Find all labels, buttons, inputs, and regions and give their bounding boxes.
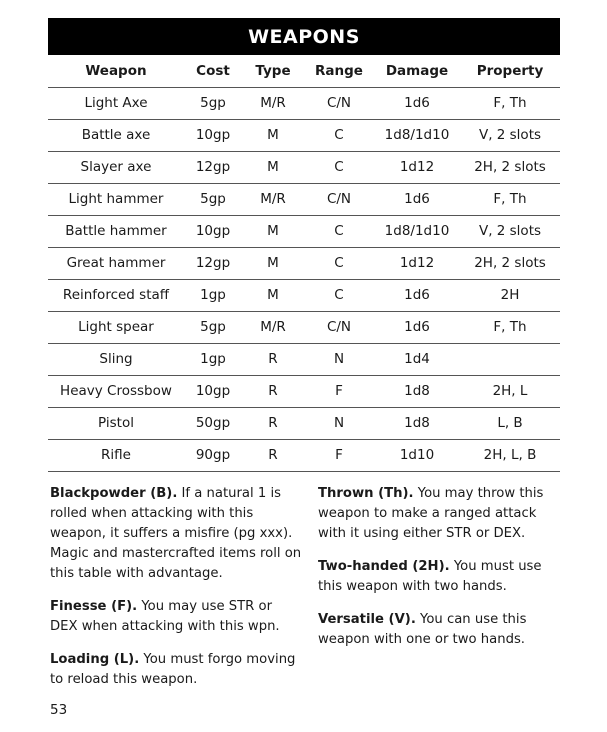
table-row — [48, 247, 560, 279]
cell-property: 2H, L, B — [460, 439, 560, 471]
cell-type: M — [242, 279, 304, 311]
cell-damage: 1d8 — [374, 375, 460, 407]
cell-type: M — [242, 247, 304, 279]
cell-type: M — [242, 151, 304, 183]
cell-type: M/R — [242, 311, 304, 343]
cell-range: C/N — [304, 183, 374, 215]
note-text: You may use STR or DEX when attacking with this wpn. — [50, 599, 280, 634]
cell-range: C/N — [304, 87, 374, 119]
cell-damage: 1d12 — [374, 151, 460, 183]
table-row — [48, 439, 560, 471]
note-text: You can use this weapon with one or two hands. — [318, 612, 527, 647]
cell-type: R — [242, 375, 304, 407]
note-item — [318, 557, 558, 597]
cell-cost: 10gp — [184, 215, 242, 247]
header-range: Range — [304, 55, 374, 87]
cell-property: V, 2 slots — [460, 215, 560, 247]
table-title: WEAPONS — [48, 18, 560, 55]
notes-left-column — [50, 484, 302, 703]
table-row — [48, 375, 560, 407]
cell-damage: 1d6 — [374, 87, 460, 119]
cell-property: F, Th — [460, 311, 560, 343]
cell-cost: 10gp — [184, 375, 242, 407]
cell-damage: 1d8/1d10 — [374, 119, 460, 151]
cell-range: C — [304, 247, 374, 279]
cell-range: F — [304, 439, 374, 471]
cell-type: R — [242, 439, 304, 471]
cell-property: F, Th — [460, 183, 560, 215]
cell-damage: 1d12 — [374, 247, 460, 279]
notes-right-column — [318, 484, 558, 663]
weapons-table — [48, 55, 560, 472]
cell-property: 2H, L — [460, 375, 560, 407]
cell-damage: 1d4 — [374, 343, 460, 375]
cell-weapon: Slayer axe — [48, 151, 184, 183]
cell-cost: 12gp — [184, 151, 242, 183]
note-item — [318, 484, 558, 544]
cell-cost: 5gp — [184, 183, 242, 215]
table-row — [48, 407, 560, 439]
cell-range: N — [304, 343, 374, 375]
cell-weapon: Sling — [48, 343, 184, 375]
table-row — [48, 151, 560, 183]
note-term: Thrown (Th). — [318, 486, 414, 501]
table-body — [48, 87, 560, 471]
note-term: Two-handed (2H). — [318, 559, 450, 574]
cell-property: 2H, 2 slots — [460, 151, 560, 183]
cell-range: C — [304, 151, 374, 183]
cell-type: M — [242, 215, 304, 247]
cell-weapon: Light hammer — [48, 183, 184, 215]
table-row — [48, 215, 560, 247]
cell-cost: 90gp — [184, 439, 242, 471]
cell-cost: 50gp — [184, 407, 242, 439]
note-item — [50, 484, 302, 584]
cell-damage: 1d10 — [374, 439, 460, 471]
table-row — [48, 119, 560, 151]
cell-range: C — [304, 119, 374, 151]
cell-property: V, 2 slots — [460, 119, 560, 151]
cell-range: C — [304, 215, 374, 247]
cell-type: M — [242, 119, 304, 151]
cell-range: C/N — [304, 311, 374, 343]
cell-damage: 1d6 — [374, 279, 460, 311]
table-row — [48, 343, 560, 375]
cell-weapon: Light Axe — [48, 87, 184, 119]
header-damage: Damage — [374, 55, 460, 87]
cell-property — [460, 343, 560, 375]
note-term: Loading (L). — [50, 652, 140, 667]
cell-weapon: Reinforced staff — [48, 279, 184, 311]
cell-damage: 1d8/1d10 — [374, 215, 460, 247]
note-item — [50, 597, 302, 637]
cell-type: M/R — [242, 183, 304, 215]
header-type: Type — [242, 55, 304, 87]
cell-cost: 5gp — [184, 87, 242, 119]
cell-weapon: Light spear — [48, 311, 184, 343]
cell-property: 2H, 2 slots — [460, 247, 560, 279]
cell-property: F, Th — [460, 87, 560, 119]
cell-property: 2H — [460, 279, 560, 311]
cell-cost: 12gp — [184, 247, 242, 279]
cell-range: C — [304, 279, 374, 311]
note-term: Finesse (F). — [50, 599, 138, 614]
header-cost: Cost — [184, 55, 242, 87]
page-number: 53 — [50, 702, 68, 718]
note-text: If a natural 1 is rolled when attacking with this weapon, it suffers a misfire (pg xxx). Magic and mastercrafted items roll on this table with advantage. — [50, 486, 302, 581]
cell-weapon: Great hammer — [48, 247, 184, 279]
cell-cost: 10gp — [184, 119, 242, 151]
note-text: You may throw this weapon to make a ranged attack with it using either STR or DEX. — [318, 486, 544, 541]
table-row — [48, 87, 560, 119]
cell-type: R — [242, 407, 304, 439]
cell-weapon: Pistol — [48, 407, 184, 439]
cell-cost: 5gp — [184, 311, 242, 343]
cell-damage: 1d6 — [374, 311, 460, 343]
cell-weapon: Heavy Crossbow — [48, 375, 184, 407]
note-item — [318, 610, 558, 650]
cell-weapon: Battle axe — [48, 119, 184, 151]
cell-range: N — [304, 407, 374, 439]
cell-damage: 1d6 — [374, 183, 460, 215]
cell-cost: 1gp — [184, 279, 242, 311]
table-row — [48, 311, 560, 343]
cell-weapon: Rifle — [48, 439, 184, 471]
note-text: You must use this weapon with two hands. — [318, 559, 542, 594]
note-text: You must forgo moving to reload this weapon. — [50, 652, 296, 687]
note-item — [50, 650, 302, 690]
cell-weapon: Battle hammer — [48, 215, 184, 247]
note-term: Blackpowder (B). — [50, 486, 178, 501]
table-header-row — [48, 55, 560, 87]
table-row — [48, 183, 560, 215]
cell-type: M/R — [242, 87, 304, 119]
weapons-table-section — [48, 18, 560, 472]
cell-cost: 1gp — [184, 343, 242, 375]
cell-type: R — [242, 343, 304, 375]
header-weapon: Weapon — [48, 55, 184, 87]
cell-range: F — [304, 375, 374, 407]
cell-property: L, B — [460, 407, 560, 439]
cell-damage: 1d8 — [374, 407, 460, 439]
header-property: Property — [460, 55, 560, 87]
table-row — [48, 279, 560, 311]
note-term: Versatile (V). — [318, 612, 416, 627]
